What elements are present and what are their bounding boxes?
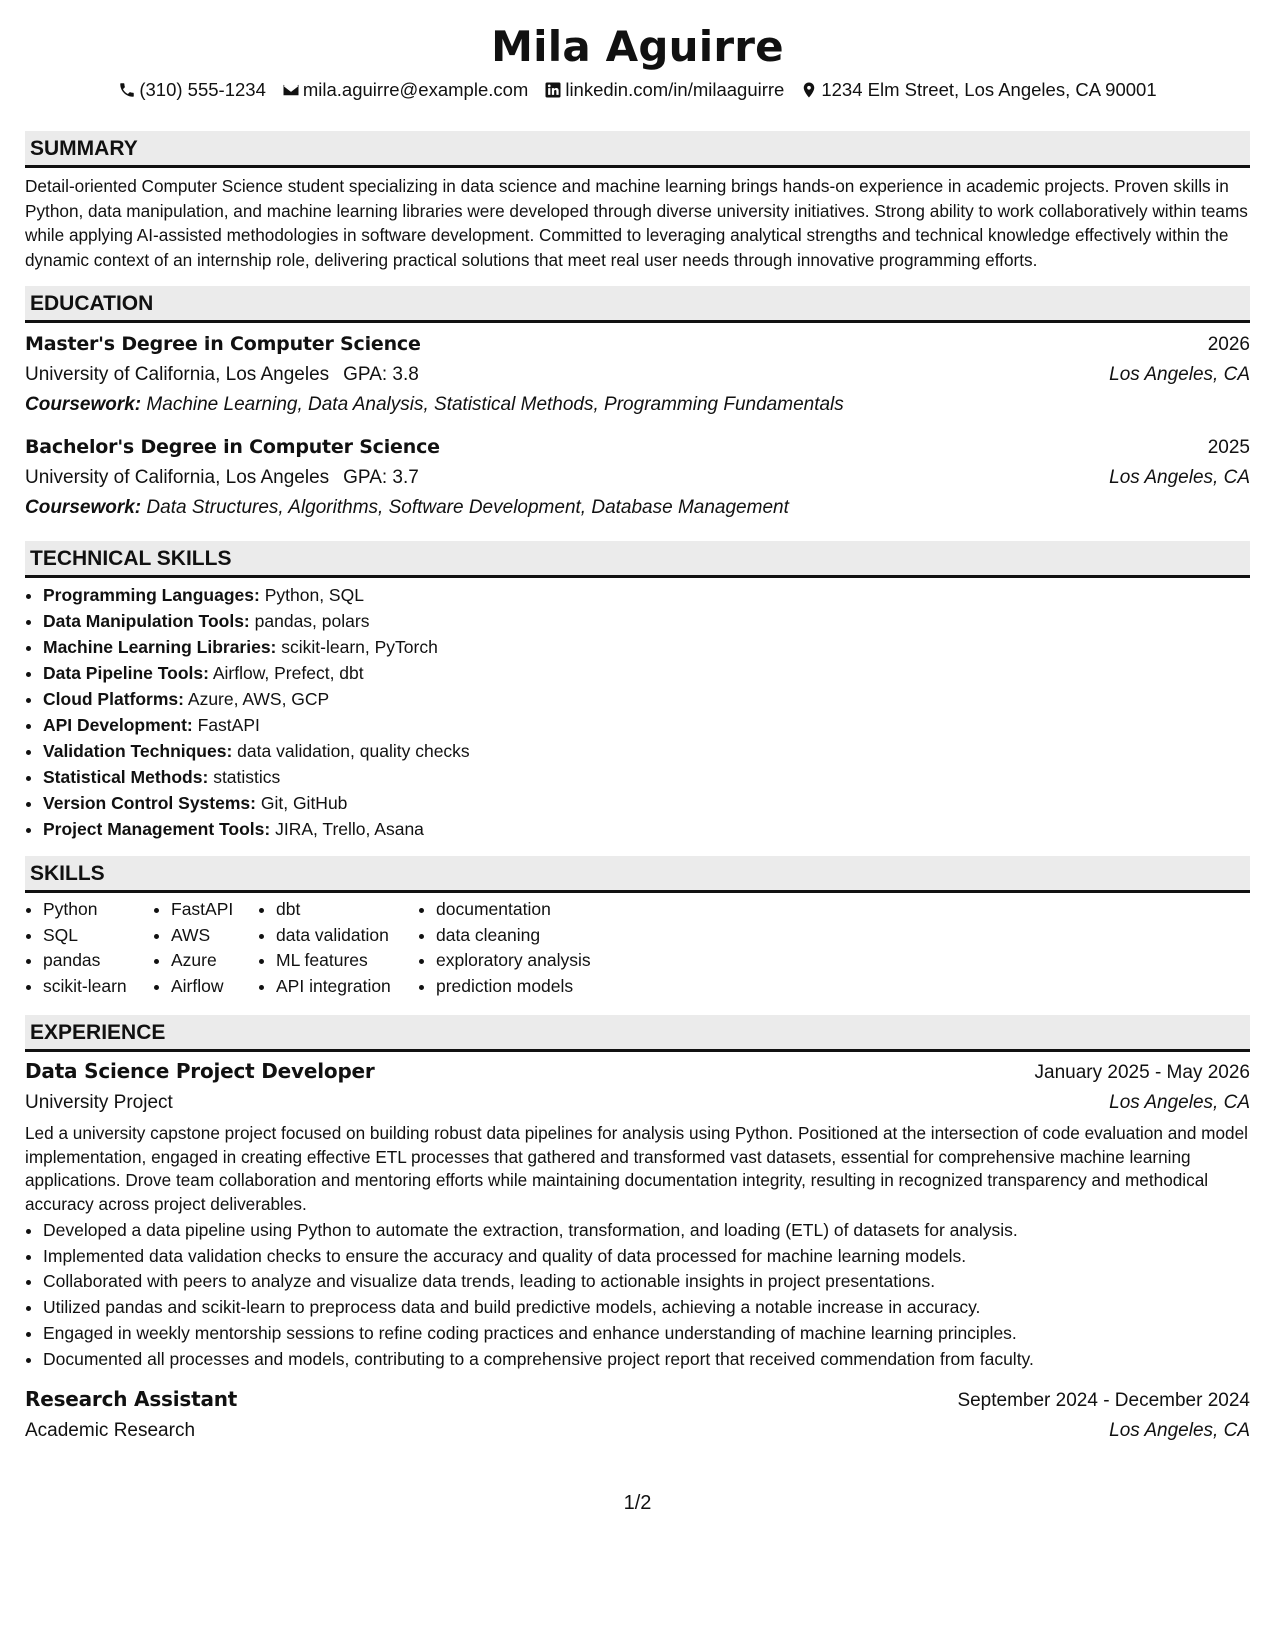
technical-skills-section (25, 541, 1250, 842)
coursework-list: Machine Learning, Data Analysis, Statistical Methods, Programming Fundamentals (146, 394, 844, 415)
list-item: • Developed a data pipeline using Python to automate the extraction, transformation, and loading (ETL) of datasets for analysis. (43, 1218, 1250, 1244)
section-heading: TECHNICAL SKILLS (25, 541, 1250, 578)
list-item: • Programming Languages: Python, SQL (43, 582, 1250, 608)
summary-text: Detail-oriented Computer Science student specializing in data science and machine learning brings hands-on experience in academic projects. Proven skills in Python, data manipulation, and machine learning libraries were developed through diverse university initiatives. Strong ability to work collaboratively within teams while applying AI-assisted methodologies in software development. Committed to leveraging analytical strengths and technical knowledge effectively within the dynamic context of an internship role, delivering practical solutions that meet real user needs through innovative programming efforts. (25, 176, 1248, 270)
list-item: • API integration (276, 974, 418, 1000)
list-item: • SQL (43, 923, 153, 949)
list-item: • Statistical Methods: statistics (43, 764, 1250, 790)
coursework (25, 390, 1250, 420)
phone-text: (310) 555-1234 (139, 79, 266, 100)
job-title: Research Assistant (25, 1387, 238, 1412)
list-item: • data validation (276, 923, 418, 949)
envelope-icon (282, 81, 300, 99)
skills-column (153, 897, 258, 999)
experience-entry (25, 1384, 1250, 1446)
education-entry (25, 432, 1250, 523)
coursework-label: Coursework: (25, 394, 142, 415)
list-item: • API Development: FastAPI (43, 712, 1250, 738)
gpa: GPA: 3.7 (343, 467, 419, 488)
list-item: • exploratory analysis (436, 948, 591, 974)
gpa: GPA: 3.8 (343, 364, 419, 385)
skills-column (418, 897, 591, 999)
list-item: • Version Control Systems: Git, GitHub (43, 790, 1250, 816)
job-organization: Academic Research (25, 1420, 196, 1442)
job-bullets (25, 1218, 1250, 1372)
experience-section (25, 1015, 1250, 1446)
school-location: Los Angeles, CA (1109, 467, 1250, 488)
list-item: • Utilized pandas and scikit-learn to preprocess data and build predictive models, achieving a notable increase in accuracy. (43, 1295, 1250, 1321)
list-item: • Azure (171, 948, 258, 974)
contact-bar (25, 78, 1250, 102)
education-section (25, 286, 1250, 523)
summary-section (25, 131, 1250, 272)
experience-entry (25, 1056, 1250, 1372)
coursework-list: Data Structures, Algorithms, Software Development, Database Management (146, 497, 789, 518)
list-item: • Machine Learning Libraries: scikit-learn, PyTorch (43, 634, 1250, 660)
school-name: University of California, Los Angeles (25, 364, 330, 385)
school-name: University of California, Los Angeles (25, 467, 330, 488)
job-description: Led a university capstone project focused on building robust data pipelines for analysis using Python. Positioned at the intersection of code evaluation and model implementation, engaged in creating effective ETL processes that gathered and transformed vast datasets, essential for comprehensive machine learning applications. Drove team collaboration and mentoring efforts while maintaining documentation integrity, resulting in recognized transparency and methodical accuracy across project deliverables. (25, 1123, 1248, 1214)
list-item: • pandas (43, 948, 153, 974)
map-pin-icon (800, 81, 818, 99)
linkedin-icon (544, 81, 562, 99)
degree-year: 2025 (1207, 437, 1250, 458)
list-item: • Project Management Tools: JIRA, Trello, Asana (43, 816, 1250, 842)
school-location: Los Angeles, CA (1109, 364, 1250, 385)
section-heading: SKILLS (25, 856, 1250, 893)
section-heading: EXPERIENCE (25, 1015, 1250, 1052)
phone-icon (118, 81, 136, 99)
contact-email[interactable] (282, 78, 528, 102)
list-item: • Python (43, 897, 153, 923)
skills-column (25, 897, 153, 999)
job-title: Data Science Project Developer (25, 1059, 375, 1083)
list-item: • Data Manipulation Tools: pandas, polars (43, 608, 1250, 634)
list-item: • AWS (171, 923, 258, 949)
list-item: • dbt (276, 897, 418, 923)
degree-title: Master's Degree in Computer Science (25, 333, 421, 355)
section-heading: EDUCATION (25, 286, 1250, 323)
list-item: • documentation (436, 897, 591, 923)
list-item: • Data Pipeline Tools: Airflow, Prefect, dbt (43, 660, 1250, 686)
list-item: • Validation Techniques: data validation, quality checks (43, 738, 1250, 764)
list-item: • Implemented data validation checks to ensure the accuracy and quality of data processed for machine learning models. (43, 1244, 1250, 1270)
list-item: • prediction models (436, 974, 591, 1000)
job-dates: January 2025 - May 2026 (1034, 1062, 1250, 1083)
resume-page (25, 18, 1250, 1446)
contact-address (800, 78, 1156, 102)
skills-columns (25, 897, 1250, 999)
contact-phone[interactable] (118, 78, 266, 102)
linkedin-text: linkedin.com/in/milaaguirre (565, 79, 785, 100)
coursework (25, 493, 1250, 523)
job-location: Los Angeles, CA (1109, 1420, 1250, 1442)
education-entry (25, 329, 1250, 420)
list-item: • Collaborated with peers to analyze and visualize data trends, leading to actionable insights in project presentations. (43, 1269, 1250, 1295)
list-item: • Airflow (171, 974, 258, 1000)
address-text: 1234 Elm Street, Los Angeles, CA 90001 (821, 79, 1157, 100)
email-text: mila.aguirre@example.com (302, 79, 529, 100)
list-item: • Cloud Platforms: Azure, AWS, GCP (43, 686, 1250, 712)
candidate-name: Mila Aguirre (491, 22, 784, 71)
contact-linkedin[interactable] (544, 78, 784, 102)
page-number: 1/2 (623, 1492, 652, 1514)
list-item: • scikit-learn (43, 974, 153, 1000)
list-item: • ML features (276, 948, 418, 974)
list-item: • FastAPI (171, 897, 258, 923)
degree-year: 2026 (1207, 334, 1250, 355)
job-dates: September 2024 - December 2024 (957, 1390, 1250, 1412)
degree-title: Bachelor's Degree in Computer Science (25, 436, 440, 458)
list-item: • Documented all processes and models, contributing to a comprehensive project report that received commendation from faculty. (43, 1347, 1250, 1373)
list-item: • Engaged in weekly mentorship sessions to refine coding practices and enhance understanding of machine learning principles. (43, 1321, 1250, 1347)
job-organization: University Project (25, 1092, 173, 1113)
technical-skills-list (25, 582, 1250, 842)
job-location: Los Angeles, CA (1109, 1092, 1250, 1113)
skills-column (258, 897, 418, 999)
skills-section (25, 856, 1250, 999)
section-heading: SUMMARY (25, 131, 1250, 168)
coursework-label: Coursework: (25, 497, 142, 518)
list-item: • data cleaning (436, 923, 591, 949)
